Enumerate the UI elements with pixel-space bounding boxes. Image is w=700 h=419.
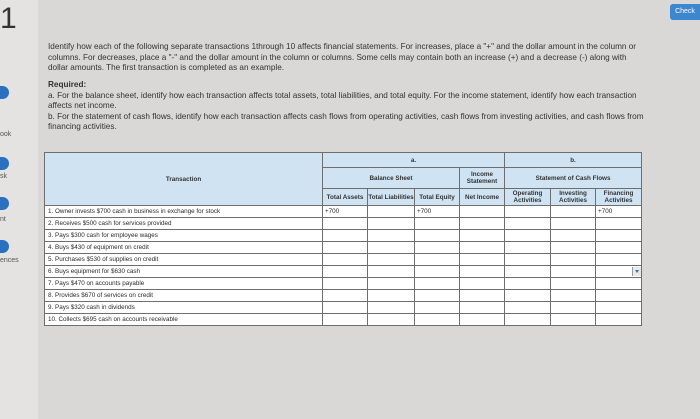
cell-value: +700	[325, 208, 340, 215]
answer-cell[interactable]	[460, 314, 505, 326]
required-section	[48, 80, 658, 133]
col-investing: Investing Activities	[551, 189, 596, 206]
answer-cell	[460, 206, 505, 218]
answer-cell[interactable]	[596, 230, 642, 242]
references-dot-icon	[0, 240, 9, 253]
answer-cell[interactable]	[368, 218, 415, 230]
answer-cell[interactable]	[368, 254, 415, 266]
print-dot-icon	[0, 197, 9, 210]
answer-cell[interactable]	[368, 302, 415, 314]
transaction-label: 3. Pays $300 cash for employee wages	[45, 230, 323, 242]
answer-cell[interactable]	[323, 314, 368, 326]
answer-cell[interactable]	[460, 218, 505, 230]
table-row	[45, 230, 642, 242]
answer-cell[interactable]	[368, 278, 415, 290]
answer-cell[interactable]	[551, 230, 596, 242]
answer-cell	[368, 206, 415, 218]
answer-cell[interactable]	[415, 266, 460, 278]
answer-cell[interactable]	[323, 302, 368, 314]
required-title: Required:	[48, 80, 87, 89]
sidebar-item-ebook[interactable]: ook	[0, 131, 12, 138]
transaction-label: 7. Pays $470 on accounts payable	[45, 278, 323, 290]
table-row	[45, 278, 642, 290]
answer-cell[interactable]	[415, 254, 460, 266]
answer-cell[interactable]	[323, 254, 368, 266]
answer-cell[interactable]	[368, 242, 415, 254]
col-total-assets: Total Assets	[323, 189, 368, 206]
col-total-liabilities: Total Liabilities	[368, 189, 415, 206]
transaction-label: 8. Provides $670 of services on credit	[45, 290, 323, 302]
col-net-income: Net Income	[460, 189, 505, 206]
answer-cell	[596, 206, 642, 218]
transaction-label: 10. Collects $695 cash on accounts receivable	[45, 314, 323, 326]
required-a: a. For the balance sheet, identify how each transaction affects total assets, total liabilities, and total equity. For the income statement, identify how each transaction affects net income.	[48, 90, 637, 110]
answer-cell[interactable]	[505, 254, 551, 266]
check-button[interactable]: Check	[670, 4, 700, 20]
answer-cell[interactable]	[323, 242, 368, 254]
answer-cell	[415, 206, 460, 218]
answer-cell[interactable]	[596, 302, 642, 314]
answer-cell	[323, 206, 368, 218]
left-sidebar	[0, 0, 38, 419]
sidebar-item-references[interactable]: ences	[0, 257, 19, 264]
cell-value: +700	[598, 208, 613, 215]
answer-cell[interactable]	[505, 278, 551, 290]
instructions-text: Identify how each of the following separate transactions 1through 10 affects financial statements. For increases, place a "+" and the dollar amount in the column or columns. For decreases, place a "-" and the dollar amount in the column or columns. Some cells may contain both an increase (+) and a decrease (-) along with dollar amounts. The first transaction is completed as an example.	[48, 42, 636, 72]
question-number: 1	[0, 2, 17, 35]
balance-sheet-header: Balance Sheet	[323, 168, 460, 189]
answer-cell[interactable]	[551, 302, 596, 314]
answer-cell[interactable]	[505, 242, 551, 254]
answer-cell[interactable]	[460, 302, 505, 314]
table-row	[45, 254, 642, 266]
transaction-label: 6. Buys equipment for $630 cash	[45, 266, 323, 278]
answer-cell[interactable]	[460, 254, 505, 266]
answer-cell[interactable]	[323, 266, 368, 278]
transaction-header: Transaction	[45, 153, 323, 206]
answer-cell[interactable]	[505, 290, 551, 302]
answer-cell[interactable]	[460, 230, 505, 242]
answer-cell[interactable]	[505, 266, 551, 278]
answer-cell[interactable]	[368, 314, 415, 326]
answer-cell[interactable]	[505, 314, 551, 326]
answer-cell[interactable]	[505, 218, 551, 230]
answer-cell	[551, 206, 596, 218]
answer-cell[interactable]	[323, 230, 368, 242]
answer-cell[interactable]	[323, 218, 368, 230]
answer-cell[interactable]	[460, 266, 505, 278]
answer-cell[interactable]	[505, 230, 551, 242]
table-row	[45, 290, 642, 302]
answer-cell[interactable]	[596, 278, 642, 290]
table-row	[45, 242, 642, 254]
answer-cell[interactable]	[415, 242, 460, 254]
answer-cell[interactable]	[368, 290, 415, 302]
transaction-label: 4. Buys $430 of equipment on credit	[45, 242, 323, 254]
answer-cell[interactable]	[460, 290, 505, 302]
transaction-label: 1. Owner invests $700 cash in business in exchange for stock	[45, 206, 323, 218]
answer-cell[interactable]	[551, 266, 596, 278]
answer-cell[interactable]	[551, 278, 596, 290]
answer-cell[interactable]	[460, 242, 505, 254]
transaction-label: 5. Purchases $530 of supplies on credit	[45, 254, 323, 266]
answer-cell[interactable]	[551, 290, 596, 302]
answer-cell[interactable]	[415, 290, 460, 302]
ask-dot-icon	[0, 157, 9, 170]
answer-cell[interactable]	[368, 230, 415, 242]
answer-cell[interactable]	[551, 242, 596, 254]
required-b: b. For the statement of cash flows, identify how each transaction affects cash flows from operating activities, cash flows from investing activities, and cash flows from financing activities.	[48, 111, 644, 131]
answer-cell[interactable]	[368, 266, 415, 278]
col-total-equity: Total Equity	[415, 189, 460, 206]
answer-cell[interactable]	[415, 230, 460, 242]
answer-cell[interactable]	[415, 278, 460, 290]
answer-cell[interactable]	[415, 314, 460, 326]
transaction-label: 9. Pays $320 cash in dividends	[45, 302, 323, 314]
answer-cell[interactable]	[460, 278, 505, 290]
answer-cell	[505, 206, 551, 218]
cash-flows-header: Statement of Cash Flows	[505, 168, 642, 189]
answer-cell[interactable]	[596, 218, 642, 230]
answer-cell[interactable]	[596, 266, 642, 278]
col-operating: Operating Activities	[505, 189, 551, 206]
table-row	[45, 302, 642, 314]
sidebar-item-print[interactable]: nt	[0, 216, 6, 223]
answer-cell[interactable]	[415, 218, 460, 230]
answer-cell[interactable]	[323, 290, 368, 302]
dropdown-arrow-icon[interactable]	[632, 267, 641, 276]
part-a-header: a.	[323, 153, 505, 168]
answer-cell[interactable]	[415, 302, 460, 314]
cell-value: +700	[417, 208, 432, 215]
table-row	[45, 206, 642, 218]
table-row	[45, 266, 642, 278]
sidebar-item-ask[interactable]: sk	[0, 173, 7, 180]
transaction-table	[44, 152, 642, 326]
income-statement-header: Income Statement	[460, 168, 505, 189]
answer-cell[interactable]	[596, 290, 642, 302]
answer-cell[interactable]	[505, 302, 551, 314]
col-financing: Financing Activities	[596, 189, 642, 206]
answer-cell[interactable]	[551, 314, 596, 326]
answer-cell[interactable]	[596, 242, 642, 254]
table-row	[45, 218, 642, 230]
part-b-header: b.	[505, 153, 642, 168]
answer-cell[interactable]	[596, 254, 642, 266]
answer-cell[interactable]	[596, 314, 642, 326]
ebook-dot-icon	[0, 86, 9, 99]
table-row	[45, 314, 642, 326]
answer-cell[interactable]	[551, 254, 596, 266]
answer-cell[interactable]	[551, 218, 596, 230]
transaction-label: 2. Receives $500 cash for services provided	[45, 218, 323, 230]
answer-cell[interactable]	[323, 278, 368, 290]
